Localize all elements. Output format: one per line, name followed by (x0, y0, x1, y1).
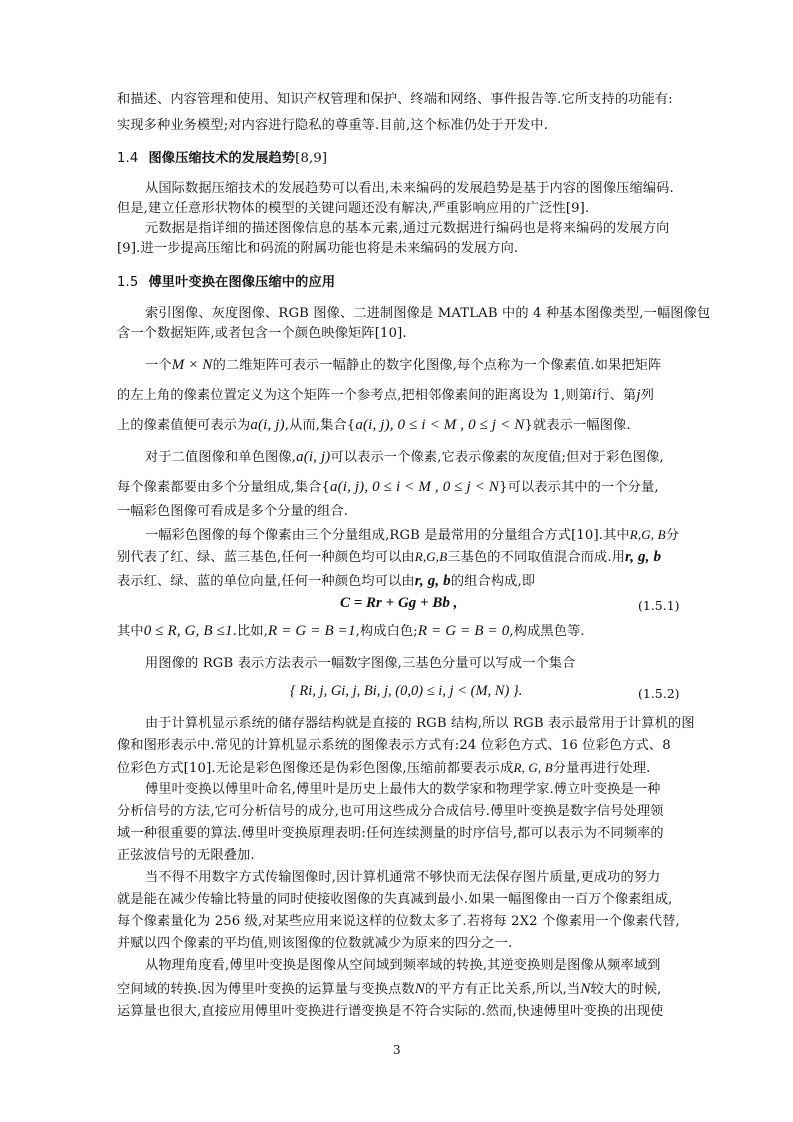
text-line (145, 449, 735, 466)
text-span: 一个 (145, 358, 172, 373)
section-heading-1-4 (117, 151, 707, 167)
text-span: 的左上角的像素位置定义为这个矩阵一个参考点,把相邻像素间的距离设为 1,则第 (117, 388, 593, 403)
text-line: 一幅彩色图像可看成是多个分量的组合. (117, 504, 349, 519)
text-span: 行、第 (596, 388, 637, 403)
text-line: 并赋以四个像素的平均值,则该图像的位数就减少为原来的四分之一. (117, 936, 513, 951)
text-span: 位彩色方式[10].无论是彩色图像还是伪彩色图像,压缩前都要表示成 (117, 761, 514, 776)
text-line: 从国际数据压缩技术的发展趋势可以看出,未来编码的发展趋势是基于内容的图像压缩编码. (145, 181, 674, 196)
section-number: 1.5 (117, 275, 139, 290)
math-expression: R = G = B = 0 (417, 623, 510, 639)
text-line: 含一个数据矩阵,或者包含一个颜色映像矩阵[10]. (117, 326, 407, 341)
text-span: 分 (665, 528, 680, 543)
math-variable: j (636, 387, 641, 403)
math-expression: R,G, B (629, 527, 666, 542)
section-ref: [8,9] (295, 151, 328, 166)
text-span: 空间域的转换.因为傅里叶变换的运算量与变换点数 (117, 982, 415, 997)
text-span: 可以表示一个像素,它表示像素的灰度值;但对于彩色图像, (330, 450, 664, 465)
text-line (117, 549, 707, 566)
text-span: }就表示一幅图像. (524, 418, 631, 433)
page-number: 3 (393, 1043, 401, 1057)
text-line: 和描述、内容管理和使用、知识产权管理和保护、终端和网络、事件报告等.它所支持的功能有: (117, 92, 673, 107)
equation-1-5-1: C = Rr + Gg + Bb , (340, 595, 458, 611)
math-variable: N (580, 981, 591, 997)
text-line: 从物理角度看,傅里叶变换是图像从空间域到频率域的转换,其逆变换则是图像从频率域到 (145, 958, 661, 973)
text-line: 就是能在减少传输比特量的同时使接收图像的失真减到最小.如果一幅图像由一百万个像素组成, (117, 892, 673, 907)
text-span: 一幅彩色图像的每个像素由三个分量组成,RGB 是最常用的分量组合方式[10].其中 (145, 528, 630, 543)
math-expression: a(i, j) (250, 417, 285, 433)
text-span: 上的像素值便可表示为 (117, 418, 251, 433)
equation-number: (1.5.1) (638, 598, 680, 613)
math-expression: a(i, j) (296, 449, 331, 465)
math-expression: a(i, j), 0 ≤ i < M , 0 ≤ j < N (329, 479, 500, 495)
text-line: 每个像素量化为 256 级,对某些应用来说这样的位数太多了.若将每 2X2 个像素用一个像素代替, (117, 914, 680, 929)
math-variable: N (414, 981, 425, 997)
math-expression: R, G, B (513, 760, 553, 775)
text-span: 分量再进行处理. (552, 761, 651, 776)
text-line: 但是,建立任意形状物体的模型的关键问题还没有解决,严重影响应用的广泛性[9]. (117, 201, 590, 216)
text-span: 三基色的不同取值混合而成.用 (447, 550, 626, 565)
text-line: 运算量也很大,直接应用傅里叶变换进行谱变换是不符合实际的.然而,快速傅里叶变换的出现使 (117, 1004, 664, 1019)
text-line: 域一种很重要的算法.傅里叶变换原理表明:任何连续测量的时序信号,都可以表示为不同频率的 (117, 826, 664, 841)
text-span: 每个像素都要由多个分量组成,集合{ (117, 480, 330, 495)
text-line: 元数据是指详细的描述图像信息的基本元素,通过元数据进行编码也是将来编码的发展方向 (145, 221, 670, 236)
text-line (117, 623, 707, 640)
text-line (117, 760, 707, 777)
section-number: 1.4 (117, 151, 139, 166)
text-line: 分析信号的方法,它可分析信号的成分,也可用这些成分合成信号.傅里叶变换是数字信号处理领 (117, 804, 664, 819)
text-span: 的组合构成,即 (450, 574, 536, 589)
text-line: 由于计算机显示系统的储存器结构就是直接的 RGB 结构,所以 RGB 表示最常用于计算机的图 (145, 716, 695, 731)
math-expression: 0 ≤ R, G, B ≤1 (143, 623, 233, 639)
text-line (117, 981, 707, 998)
text-line: 用图像的 RGB 表示方法表示一幅数字图像,三基色分量可以写成一个集合 (145, 656, 576, 671)
section-title: 图像压缩技术的发展趋势 (148, 151, 296, 166)
text-line: 当不得不用数字方式传输图像时,因计算机通常不够快而无法保存图片质量,更成功的努力 (145, 870, 661, 885)
text-line (145, 357, 735, 374)
text-span: 列 (640, 388, 655, 403)
text-span: ,构成白色; (355, 624, 418, 639)
text-line: 索引图像、灰度图像、RGB 图像、二进制图像是 MATLAB 中的 4 种基本图像类型,一幅图像包 (145, 306, 711, 321)
text-span: 的二维矩阵可表示一幅静止的数字化图像,每个点称为一个像素值.如果把矩阵 (212, 358, 662, 373)
math-expression: R = G = B =1 (268, 623, 356, 639)
text-span: 其中 (117, 624, 144, 639)
text-line: 傅里叶变换以傅里叶命名,傅里叶是历史上最伟大的数学家和物理学家.傅立叶变换是一种 (145, 782, 661, 797)
text-span: }可以表示其中的一个分量, (499, 480, 659, 495)
text-span: 表示红、绿、蓝的单位向量,任何一种颜色均可以由 (117, 574, 415, 589)
math-expression: R,G,B (414, 549, 448, 564)
text-line (117, 417, 707, 434)
text-span: 较大的时候, (590, 982, 662, 997)
text-line: 实现多种业务模型;对内容进行隐私的尊重等.目前,这个标准仍处于开发中. (117, 118, 549, 133)
text-line (117, 479, 707, 496)
text-span: 别代表了红、绿、蓝三基色,任何一种颜色均可以由 (117, 550, 415, 565)
text-span: 对于二值图像和单色图像, (145, 450, 297, 465)
math-variable: i (592, 387, 597, 403)
section-heading-1-5 (117, 275, 707, 291)
text-span: 的平方有正比关系,所以,当 (424, 982, 581, 997)
text-span: .比如, (232, 624, 269, 639)
math-vector: r, g, b (625, 549, 662, 565)
math-expression: a(i, j), 0 ≤ i < M , 0 ≤ j < N (355, 417, 525, 433)
equation-1-5-2: { Ri, j, Gi, j, Bi, j, (0,0) ≤ i, j < (M, N) }. (290, 683, 523, 699)
equation-number: (1.5.2) (638, 686, 680, 701)
text-line (117, 387, 707, 404)
text-span: ,从而,集合{ (284, 418, 356, 433)
text-line: [9].进一步提高压缩比和码流的附属功能也将是未来编码的发展方向. (117, 241, 519, 256)
text-span: ,构成黑色等. (509, 624, 585, 639)
text-line (145, 527, 735, 544)
text-line: 像和图形表示中.常见的计算机显示系统的图像表示方式有:24 位彩色方式、16 位彩色方式、8 (117, 738, 671, 753)
text-line: 正弦波信号的无限叠加. (117, 848, 255, 863)
section-title: 傅里叶变换在图像压缩中的应用 (148, 275, 336, 290)
math-expression: M × N (171, 357, 213, 373)
math-vector: r, g, b (414, 573, 451, 589)
text-line (117, 573, 707, 590)
